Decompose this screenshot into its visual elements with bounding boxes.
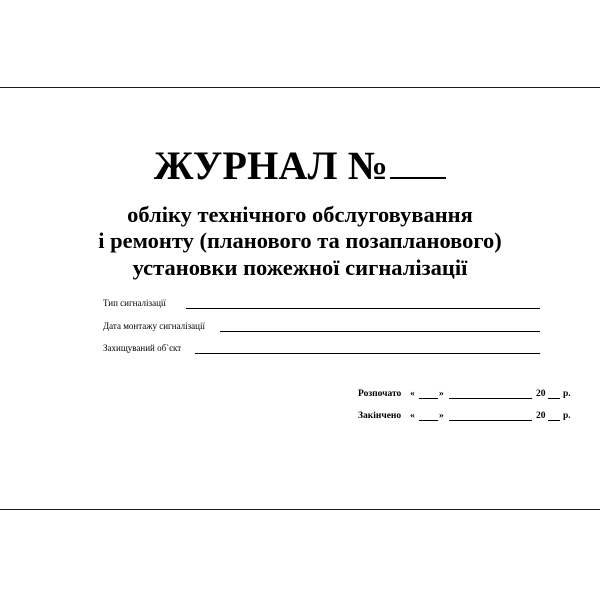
field-protected-object-blank: [195, 353, 540, 354]
date-finished-label: Закінчено: [358, 411, 402, 421]
journal-number-blank: [390, 143, 446, 179]
year-blank: [548, 398, 560, 399]
journal-title-text: ЖУРНАЛ №: [153, 143, 389, 188]
subtitle-line-2: і ремонту (планового та позапланового): [98, 228, 502, 253]
date-started-label: Розпочато: [358, 389, 402, 399]
quote-open: «: [410, 411, 415, 421]
field-protected-object-label: Захищуваний об`єкт: [103, 343, 182, 353]
year-prefix: 20: [536, 411, 546, 421]
day-blank: [419, 398, 438, 399]
field-alarm-type-label: Тип сигналізації: [103, 298, 166, 308]
field-install-date-blank: [220, 331, 540, 332]
month-blank: [449, 398, 532, 399]
field-alarm-type-blank: [186, 308, 540, 309]
quote-open: «: [410, 389, 415, 399]
year-blank: [548, 420, 560, 421]
field-protected-object: [103, 342, 543, 356]
day-blank: [419, 420, 438, 421]
journal-title: [0, 143, 600, 189]
field-alarm-type: [103, 297, 543, 311]
year-suffix: р.: [563, 411, 571, 421]
subtitle-line-1: обліку технічного обслуговування: [127, 202, 473, 227]
field-install-date: [103, 320, 543, 334]
field-install-date-label: Дата монтажу сигналізації: [103, 321, 205, 331]
quote-close: »: [439, 411, 444, 421]
year-suffix: р.: [563, 389, 571, 399]
year-prefix: 20: [536, 389, 546, 399]
quote-close: »: [439, 389, 444, 399]
month-blank: [449, 420, 532, 421]
subtitle-line-3: установки пожежної сигналізації: [132, 255, 468, 280]
